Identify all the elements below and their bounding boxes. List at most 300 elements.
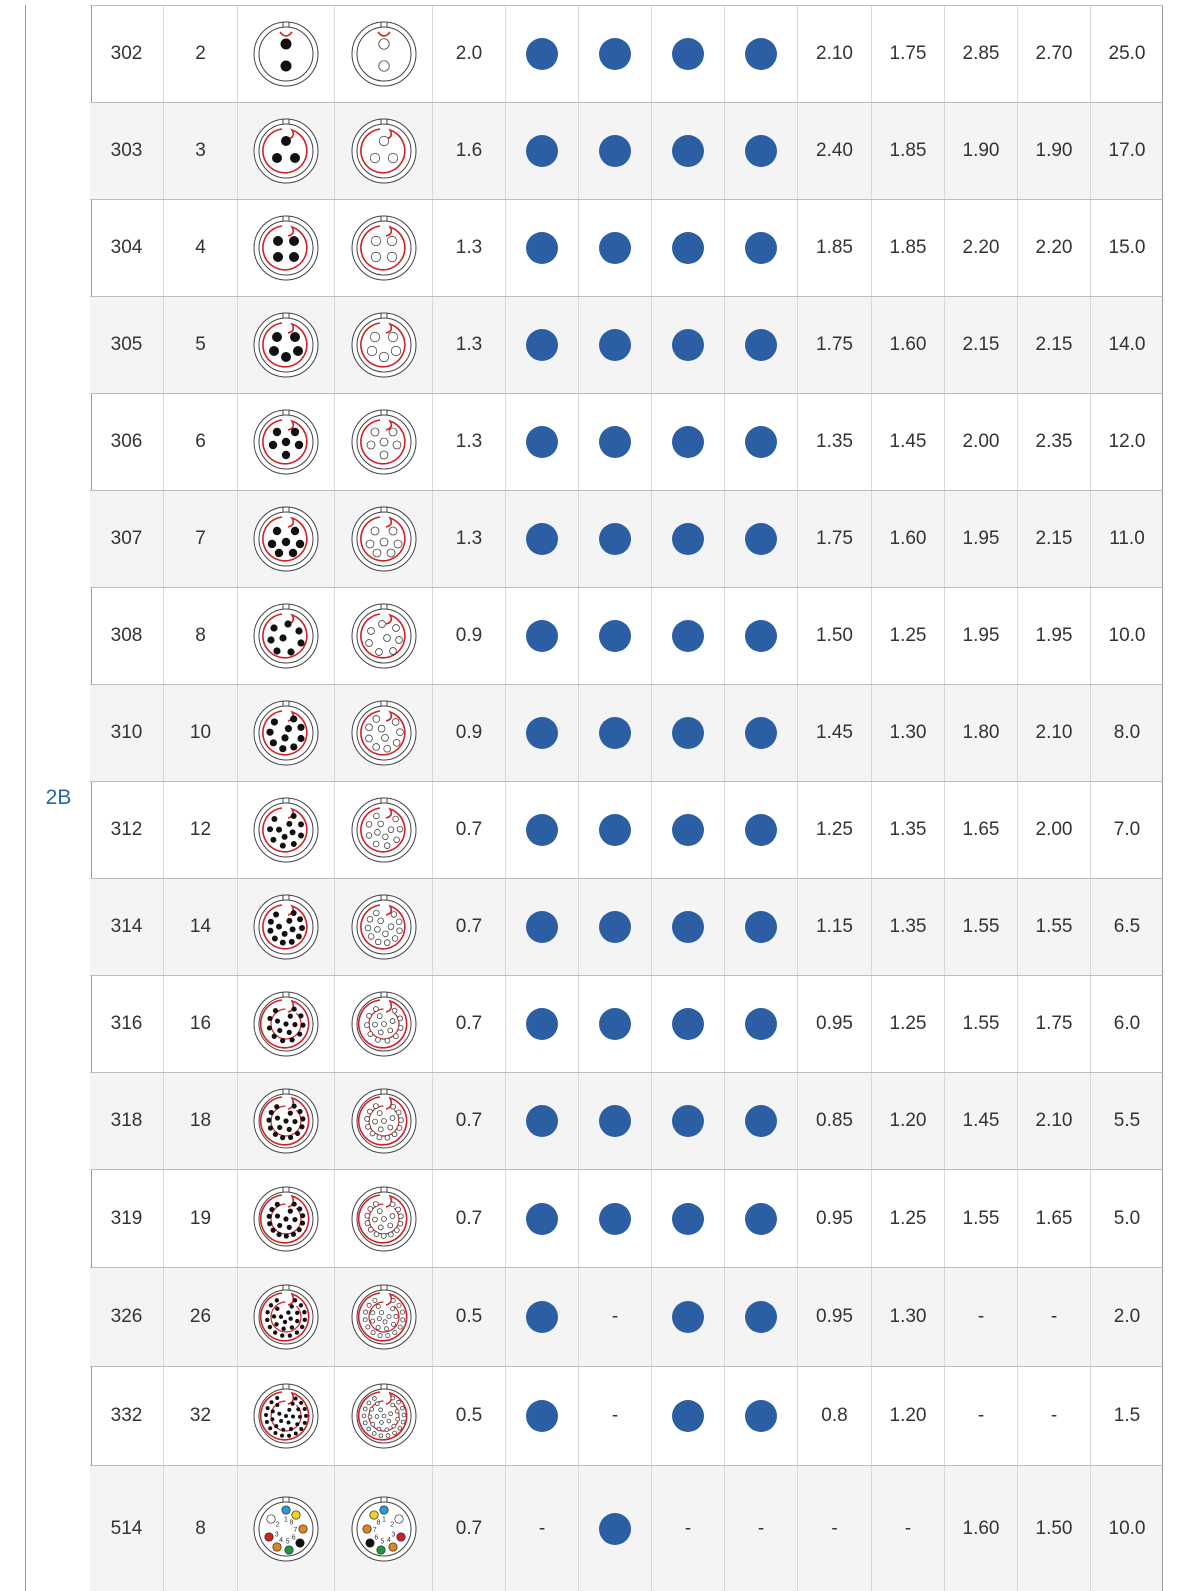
availability-cell-d2: [578, 103, 651, 199]
availability-cell-d1: [505, 297, 578, 393]
v1-value: 0.9: [455, 625, 483, 646]
availability-cell-d4: [724, 297, 797, 393]
inner-ring: [357, 27, 411, 81]
female-socket: [372, 1022, 377, 1027]
male-pin: [295, 441, 303, 449]
male-pin: [282, 834, 288, 840]
male-face-diagram: [250, 794, 322, 866]
male-pin: [272, 332, 282, 342]
n2-value: 1.85: [889, 237, 927, 258]
availability-cell-d1: [505, 1073, 578, 1169]
availability-dot: [599, 135, 631, 167]
table-row: [90, 296, 1163, 393]
female-socket: [366, 1303, 370, 1307]
female-socket: [372, 1298, 376, 1302]
male-diagram-cell: [237, 103, 334, 199]
contacts-value: 6: [195, 431, 206, 452]
contacts-value: 2: [195, 43, 206, 64]
n3-cell: [944, 976, 1017, 1072]
female-socket: [368, 1227, 373, 1232]
male-pin: [300, 1116, 305, 1121]
male-pin: [297, 1109, 302, 1114]
availability-dot: [672, 426, 704, 458]
male-pin: [275, 1018, 280, 1023]
male-diagram-cell: [237, 394, 334, 490]
n4-cell: [1017, 394, 1090, 490]
female-socket: [384, 1135, 389, 1140]
availability-dot: [745, 426, 777, 458]
male-diagram-cell: [237, 297, 334, 393]
female-socket: [376, 1304, 380, 1308]
male-pin: [275, 1307, 279, 1311]
male-diagram-cell: [237, 685, 334, 781]
n3-value: 1.55: [962, 916, 1000, 937]
male-face-diagram: [250, 1380, 322, 1452]
n1-value: 1.75: [816, 528, 853, 549]
availability-dot: [599, 1008, 631, 1040]
contacts-cell: [163, 394, 237, 490]
contacts-value: 7: [195, 528, 206, 549]
n5-cell: [1090, 6, 1163, 102]
female-socket: [373, 549, 381, 557]
female-socket: [387, 1223, 392, 1228]
female-socket: [367, 346, 377, 356]
male-pin: [291, 527, 299, 535]
female-socket: [397, 1016, 402, 1021]
male-pin: [272, 1034, 277, 1039]
n1-value: 0.95: [816, 1207, 853, 1229]
v1-value: 1.3: [455, 528, 483, 549]
n5-value: 10.0: [1108, 625, 1146, 646]
male-pin: [281, 136, 291, 146]
female-socket: [395, 1410, 399, 1414]
male-pin: [273, 911, 279, 917]
female-socket: [398, 1118, 403, 1123]
n1-cell: [797, 1466, 871, 1591]
female-socket: [397, 826, 403, 832]
n2-cell: [871, 1073, 944, 1169]
availability-dot: [672, 523, 704, 555]
n2-value: 1.85: [889, 140, 927, 161]
female-socket: [370, 332, 380, 342]
male-pin: [289, 939, 295, 945]
female-socket: [388, 924, 394, 930]
male-pin: [276, 1231, 281, 1236]
male-pin: [287, 648, 294, 655]
availability-cell-d3: [651, 394, 724, 490]
female-socket: [392, 936, 398, 942]
availability-dot: [526, 717, 558, 749]
male-pin: [282, 931, 288, 937]
availability-cell-d4: [724, 1073, 797, 1169]
female-socket: [392, 1132, 397, 1137]
n5-cell: [1090, 394, 1163, 490]
n5-cell: [1090, 297, 1163, 393]
male-pin: [265, 1420, 269, 1424]
female-socket: [392, 625, 399, 632]
female-socket: [390, 1104, 395, 1109]
female-socket: [392, 1431, 396, 1435]
contacts-value: 8: [195, 625, 206, 646]
male-pin: [280, 1333, 284, 1337]
code-value: 319: [110, 1207, 143, 1229]
male-pin: [266, 1118, 271, 1123]
n5-cell: [1090, 1268, 1163, 1366]
male-pin: [288, 1135, 293, 1140]
n4-cell: [1017, 1170, 1090, 1267]
female-socket: [367, 916, 373, 922]
v1-value: 1.3: [455, 431, 483, 452]
female-socket: [370, 1311, 374, 1315]
table-row: [90, 1169, 1163, 1267]
availability-dot: [599, 620, 631, 652]
female-socket: [400, 1406, 404, 1410]
code-value: 306: [110, 431, 143, 452]
availability-dot: [745, 232, 777, 264]
colored-pin: [379, 1505, 387, 1513]
female-socket: [375, 939, 381, 945]
male-pin: [280, 1135, 285, 1140]
female-socket: [392, 816, 398, 822]
n5-cell: [1090, 1367, 1163, 1465]
v1-value: 0.7: [455, 1517, 483, 1539]
female-socket: [387, 236, 397, 246]
male-pin: [298, 1415, 302, 1419]
male-pin: [279, 1315, 283, 1319]
male-pin: [302, 1310, 306, 1314]
n2-value: 1.35: [889, 916, 927, 937]
table-right-border: [1162, 879, 1163, 975]
male-pin: [287, 1030, 292, 1035]
male-pin: [288, 1208, 293, 1213]
female-socket: [365, 1124, 370, 1129]
n3-cell: [944, 1268, 1017, 1366]
female-socket: [391, 346, 401, 356]
inner-ring: [357, 124, 411, 178]
availability-cell-d2: [578, 879, 651, 975]
female-socket: [378, 1030, 383, 1035]
female-socket: [372, 716, 379, 723]
n1-cell: [797, 976, 871, 1072]
male-pin: [267, 1213, 272, 1218]
n1-value: 1.85: [816, 237, 853, 258]
table-right-border: [1162, 1466, 1163, 1591]
female-socket: [377, 1111, 382, 1116]
availability-dot: [599, 523, 631, 555]
n5-value: 17.0: [1108, 140, 1146, 161]
n3-cell: [944, 297, 1017, 393]
code-cell: [90, 879, 163, 975]
contacts-value: 8: [195, 1517, 206, 1539]
female-face-diagram: [348, 1493, 420, 1565]
availability-dot: [526, 232, 558, 264]
n1-value: 1.45: [816, 722, 853, 743]
n5-value: 15.0: [1108, 237, 1146, 258]
contacts-cell: [163, 976, 237, 1072]
male-pin: [288, 1014, 293, 1019]
female-socket: [365, 640, 372, 647]
n5-value: 8.0: [1113, 722, 1141, 743]
n3-cell: [944, 200, 1017, 296]
female-socket: [379, 1434, 383, 1438]
male-pin: [300, 1213, 305, 1218]
female-socket: [377, 1317, 381, 1321]
n2-cell: [871, 588, 944, 684]
n3-cell: [944, 1466, 1017, 1591]
male-pin: [292, 1022, 297, 1027]
male-pin: [290, 1037, 295, 1042]
male-pin: [297, 1227, 302, 1232]
availability-dot: [599, 232, 631, 264]
n5-cell: [1090, 200, 1163, 296]
v1-cell: [432, 1170, 505, 1267]
female-socket: [383, 635, 390, 642]
table-right-border: [1162, 976, 1163, 1072]
female-socket: [396, 1400, 400, 1404]
availability-cell-d4: [724, 588, 797, 684]
v1-cell: [432, 879, 505, 975]
n3-value: 2.00: [962, 431, 1000, 452]
male-pin: [281, 61, 292, 72]
male-diagram-cell: [237, 200, 334, 296]
female-socket: [369, 1407, 373, 1411]
code-cell: [90, 1466, 163, 1591]
n2-cell: [871, 491, 944, 587]
table-right-border: [1162, 103, 1163, 199]
availability-cell-d3: [651, 588, 724, 684]
n1-cell: [797, 1268, 871, 1366]
contacts-value: 14: [189, 916, 212, 937]
male-pin: [272, 153, 282, 163]
n2-cell: [871, 976, 944, 1072]
n5-cell: [1090, 782, 1163, 878]
male-pin: [270, 739, 277, 746]
male-face-diagram: [250, 697, 322, 769]
female-socket: [379, 1311, 383, 1315]
availability-dot: [745, 1105, 777, 1137]
availability-cell-d1: [505, 1466, 578, 1591]
female-diagram-cell: [334, 394, 432, 490]
male-pin: [264, 1413, 268, 1417]
male-pin: [270, 624, 277, 631]
female-socket: [378, 39, 388, 49]
n4-value: -: [1050, 1306, 1058, 1327]
v1-value: 0.5: [455, 1405, 483, 1426]
availability-dash: -: [611, 1306, 619, 1327]
v1-cell: [432, 394, 505, 490]
inner-ring: [357, 221, 411, 275]
male-pin: [282, 538, 290, 546]
table-row: [90, 1366, 1163, 1465]
male-face-diagram: [250, 503, 322, 575]
availability-dot: [672, 1400, 704, 1432]
code-cell: [90, 588, 163, 684]
male-face-diagram: [250, 406, 322, 478]
female-socket: [367, 1401, 371, 1405]
male-pin: [290, 926, 296, 932]
availability-cell-d4: [724, 394, 797, 490]
n4-cell: [1017, 297, 1090, 393]
n5-cell: [1090, 1073, 1163, 1169]
code-value: 303: [110, 140, 143, 161]
female-socket: [379, 136, 389, 146]
table-right-border: [1162, 1073, 1163, 1169]
male-pin: [275, 1213, 280, 1218]
male-pin: [274, 1104, 279, 1109]
male-pin: [270, 1400, 274, 1404]
n2-value: -: [904, 1517, 912, 1539]
female-socket: [396, 919, 402, 925]
female-socket: [378, 1408, 382, 1412]
male-pin: [268, 919, 274, 925]
availability-cell-d2: [578, 976, 651, 1072]
n2-cell: [871, 297, 944, 393]
pin-label: 1: [284, 1516, 288, 1524]
availability-cell-d3: [651, 297, 724, 393]
n4-value: 1.50: [1035, 1517, 1073, 1539]
table-row: [90, 781, 1163, 878]
female-socket: [393, 837, 399, 843]
female-socket: [366, 1013, 371, 1018]
male-pin: [285, 725, 292, 732]
code-value: 326: [110, 1306, 143, 1327]
table-right-border: [1162, 685, 1163, 781]
male-pin: [297, 735, 304, 742]
v1-cell: [432, 588, 505, 684]
female-face-diagram: [348, 18, 420, 90]
table-row: [90, 878, 1163, 975]
female-socket: [396, 1110, 401, 1115]
colored-pin: [273, 1542, 281, 1550]
male-face-diagram: [250, 600, 322, 672]
inner-ring: [259, 318, 313, 372]
colored-pin: [376, 1545, 384, 1553]
female-socket: [363, 1318, 367, 1322]
female-socket: [377, 918, 383, 924]
availability-cell-d4: [724, 103, 797, 199]
female-socket: [375, 1415, 379, 1419]
female-socket: [384, 940, 390, 946]
male-diagram-cell: [237, 588, 334, 684]
female-socket: [384, 843, 390, 849]
male-pin: [295, 1319, 299, 1323]
male-pin: [290, 743, 297, 750]
availability-dot: [599, 1105, 631, 1137]
v1-value: 0.7: [455, 819, 483, 840]
availability-dot: [745, 814, 777, 846]
contacts-cell: [163, 491, 237, 587]
male-pin: [292, 1216, 297, 1221]
male-pin: [297, 1031, 302, 1036]
male-pin: [265, 1318, 269, 1322]
table-row: [90, 975, 1163, 1072]
pin-label: 3: [274, 1530, 279, 1538]
code-value: 312: [110, 819, 143, 840]
contacts-cell: [163, 6, 237, 102]
n3-cell: [944, 1367, 1017, 1465]
female-face-diagram: [348, 1085, 420, 1157]
male-pin: [283, 1320, 287, 1324]
female-socket: [371, 236, 381, 246]
female-socket: [365, 925, 371, 931]
male-pin: [295, 1422, 299, 1426]
v1-value: 1.3: [455, 334, 483, 355]
female-socket: [367, 1109, 372, 1114]
female-socket: [388, 332, 398, 342]
availability-dot: [526, 1301, 558, 1333]
n5-value: 25.0: [1108, 43, 1146, 64]
female-diagram-cell: [334, 1073, 432, 1169]
female-socket: [372, 1119, 377, 1124]
contacts-cell: [163, 200, 237, 296]
male-pin: [275, 1403, 279, 1407]
pin-label: 1: [381, 1516, 386, 1524]
female-face-diagram: [348, 1281, 420, 1353]
male-pin: [300, 1220, 305, 1225]
n1-cell: [797, 6, 871, 102]
n3-value: 1.60: [962, 1517, 1000, 1539]
availability-cell-d1: [505, 491, 578, 587]
code-cell: [90, 491, 163, 587]
code-value: 304: [110, 237, 143, 258]
female-socket: [391, 1424, 395, 1428]
availability-dot: [672, 38, 704, 70]
female-socket: [388, 827, 394, 833]
n5-cell: [1090, 1466, 1163, 1591]
pin-label: 5: [285, 1538, 290, 1546]
contacts-value: 3: [195, 140, 206, 161]
n2-value: 1.20: [889, 1110, 927, 1131]
male-diagram-cell: [237, 1466, 334, 1591]
male-pin: [299, 925, 305, 931]
colored-pin: [296, 1538, 304, 1546]
male-pin: [283, 1216, 288, 1221]
availability-dot: [745, 329, 777, 361]
n1-value: 2.10: [816, 43, 853, 64]
table-row: [90, 1072, 1163, 1169]
contacts-cell: [163, 1170, 237, 1267]
male-diagram-cell: [237, 1367, 334, 1465]
pin-label: 8: [289, 1518, 294, 1526]
male-pin: [290, 829, 296, 835]
female-socket: [374, 830, 380, 836]
female-socket: [373, 910, 379, 916]
table-row: [90, 587, 1163, 684]
contacts-cell: [163, 1367, 237, 1465]
male-pin: [292, 1119, 297, 1124]
n3-cell: [944, 782, 1017, 878]
availability-dot: [599, 911, 631, 943]
female-socket: [390, 1213, 395, 1218]
code-cell: [90, 1268, 163, 1366]
female-face-diagram: [348, 212, 420, 284]
male-pin: [271, 1227, 276, 1232]
availability-dot: [672, 232, 704, 264]
availability-cell-d4: [724, 6, 797, 102]
female-socket: [377, 1014, 382, 1019]
availability-dash: -: [684, 1517, 692, 1539]
male-face-diagram: [250, 1085, 322, 1157]
male-pin: [291, 910, 297, 916]
female-socket: [378, 1224, 383, 1229]
male-pin: [273, 1431, 277, 1435]
contacts-value: 16: [189, 1013, 212, 1034]
female-socket: [393, 739, 400, 746]
table-right-border: [1162, 394, 1163, 490]
male-pin: [267, 1016, 272, 1021]
male-pin: [276, 827, 282, 833]
availability-cell-d3: [651, 6, 724, 102]
